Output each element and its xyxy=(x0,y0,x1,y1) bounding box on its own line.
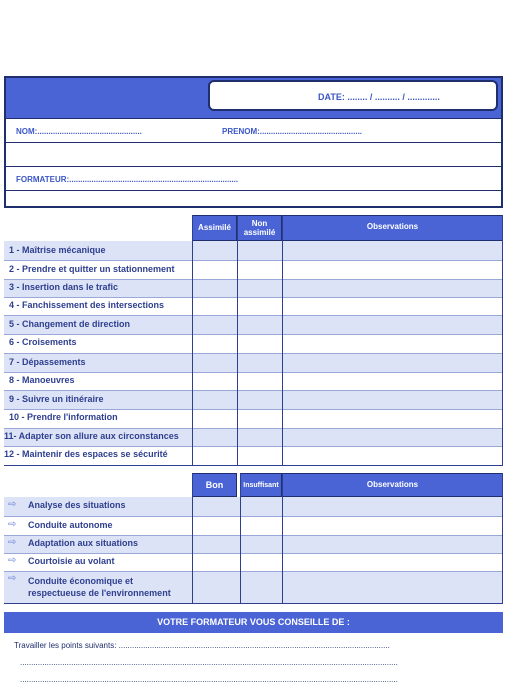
table-row xyxy=(4,390,503,409)
table-row xyxy=(4,516,503,535)
row-label: 11- Adapter son allure aux circonstances xyxy=(4,431,179,441)
student-info-box xyxy=(4,76,503,208)
table-row xyxy=(4,535,503,553)
table-row xyxy=(4,279,503,297)
table-row xyxy=(4,428,503,446)
table-row xyxy=(4,497,503,516)
table-row xyxy=(4,241,503,260)
table-row xyxy=(4,409,503,428)
row-label: Adaptation aux situations xyxy=(28,538,139,548)
col-header-observations: Observations xyxy=(282,215,503,241)
advice-line-1[interactable]: Travailler les points suivants: .......................................................................................................................... xyxy=(14,641,390,650)
row-label: Courtoisie au volant xyxy=(28,556,115,566)
table-row xyxy=(4,353,503,372)
competences-table xyxy=(4,215,503,465)
table-row xyxy=(4,446,503,465)
formateur-field[interactable]: FORMATEUR:............................................................................ xyxy=(16,175,239,184)
arrow-right-icon: ⇨ xyxy=(8,573,17,584)
row-label: 2 - Prendre et quitter un stationnement xyxy=(9,264,175,274)
arrow-right-icon: ⇨ xyxy=(8,519,17,530)
arrow-right-icon: ⇨ xyxy=(8,499,17,510)
col-header-insuffisant: Insuffisant xyxy=(240,473,282,497)
row-label: 6 - Croisements xyxy=(9,337,77,347)
row-label: Conduite économique et respectueuse de l'environnement xyxy=(28,576,171,598)
advice-title: VOTRE FORMATEUR VOUS CONSEILLE DE : xyxy=(4,612,503,633)
arrow-right-icon: ⇨ xyxy=(8,537,17,548)
col-header-assimile: Assimilé xyxy=(192,215,237,241)
table-row xyxy=(4,571,503,603)
col-header-bon: Bon xyxy=(192,473,237,497)
table-row xyxy=(4,297,503,315)
nom-field[interactable]: NOM:............................................... xyxy=(16,127,142,136)
row-label: Analyse des situations xyxy=(28,500,126,510)
date-field[interactable] xyxy=(208,80,498,111)
row-label: 12 - Maintenir des espaces se sécurité xyxy=(4,449,168,459)
advice-line-3[interactable]: .......................................................................................................................................................................... xyxy=(20,675,398,684)
table-row xyxy=(4,553,503,571)
row-label: 4 - Fanchissement des intersections xyxy=(9,300,165,310)
row-label: 3 - Insertion dans le trafic xyxy=(9,282,119,292)
row-label: Conduite autonome xyxy=(28,520,113,530)
row-label: 5 - Changement de direction xyxy=(9,319,131,329)
table-row xyxy=(4,334,503,353)
date-label: DATE: ........ / .......... / ............. xyxy=(318,92,440,102)
table-row xyxy=(4,260,503,279)
table-row xyxy=(4,372,503,390)
skills-table xyxy=(4,473,503,603)
row-label: 10 - Prendre l'information xyxy=(9,412,118,422)
row-label: 7 - Dépassements xyxy=(9,357,86,367)
table-row xyxy=(4,315,503,334)
col-header-observations-2: Observations xyxy=(282,473,503,497)
arrow-right-icon: ⇨ xyxy=(8,555,17,566)
row-label: 8 - Manoeuvres xyxy=(9,375,75,385)
prenom-field[interactable]: PRENOM:.............................................. xyxy=(222,127,363,136)
advice-line-2[interactable]: .......................................................................................................................................................................... xyxy=(20,658,398,667)
col-header-non-assimile: Non assimilé xyxy=(237,215,282,241)
row-label: 9 - Suivre un itinéraire xyxy=(9,394,104,404)
row-label: 1 - Maîtrise mécanique xyxy=(9,245,106,255)
